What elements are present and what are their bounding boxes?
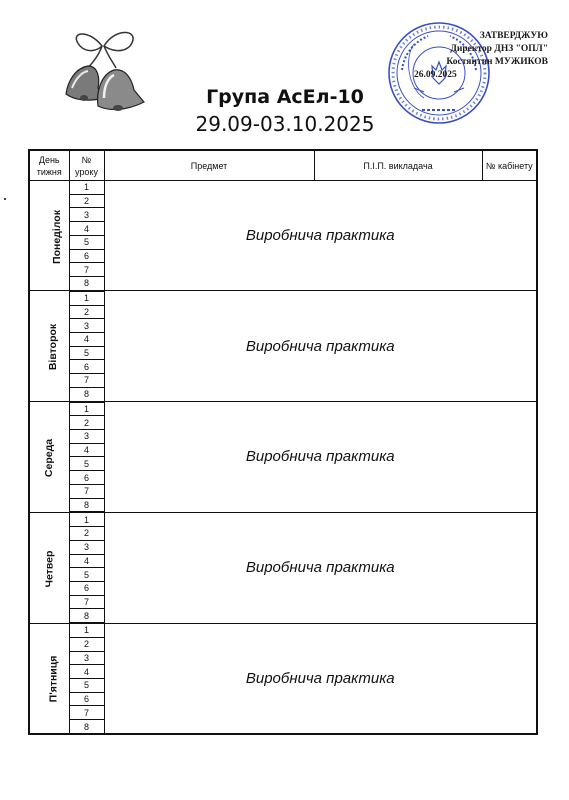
approval-signatory: Костянтин МУЖИКОВ [446, 57, 548, 67]
lesson-number: 4 [69, 554, 104, 568]
lesson-number: 3 [69, 319, 104, 333]
group-title: Група АсЕл-10 [206, 86, 364, 108]
lesson-number: 8 [69, 498, 104, 512]
col-header-lesson: № уроку [69, 150, 104, 181]
lesson-number: 6 [69, 581, 104, 595]
lesson-number: 5 [69, 679, 104, 693]
day-label: П'ятниця [47, 655, 60, 703]
lesson-number: 1 [69, 181, 104, 195]
day-cell [29, 512, 69, 623]
lesson-number: 4 [69, 222, 104, 236]
lesson-number: 3 [69, 651, 104, 665]
scan-speck [4, 198, 6, 200]
lesson-number: 8 [69, 277, 104, 291]
lesson-number: 5 [69, 457, 104, 471]
lesson-number: 6 [69, 471, 104, 485]
approval-date: 26.09.2025 [414, 70, 457, 80]
day-label: Вівторок [47, 323, 60, 371]
lesson-number: 3 [69, 540, 104, 554]
table-row [29, 402, 537, 416]
table-row [29, 623, 537, 637]
lesson-number: 7 [69, 263, 104, 277]
lesson-number: 4 [69, 665, 104, 679]
lesson-number: 5 [69, 346, 104, 360]
bells-icon [58, 24, 148, 116]
lesson-number: 1 [69, 402, 104, 416]
schedule-table [28, 149, 538, 735]
lesson-number: 7 [69, 595, 104, 609]
lesson-number: 5 [69, 235, 104, 249]
day-label: Понеділок [50, 209, 63, 264]
subject-cell: Виробнича практика [104, 181, 537, 291]
lesson-number: 2 [69, 194, 104, 208]
day-label: Середа [43, 438, 56, 478]
lesson-number: 6 [69, 692, 104, 706]
lesson-number: 7 [69, 484, 104, 498]
lesson-number: 4 [69, 443, 104, 457]
approval-position: Директор ДНЗ "ОПЛ" [450, 44, 548, 54]
col-header-subject: Предмет [104, 150, 314, 181]
lesson-number: 5 [69, 568, 104, 582]
day-cell [29, 291, 69, 402]
subject-cell: Виробнича практика [104, 291, 537, 402]
col-header-teacher: П.І.П. викладача [314, 150, 482, 181]
lesson-number: 2 [69, 416, 104, 430]
day-cell [29, 623, 69, 734]
lesson-number: 7 [69, 374, 104, 388]
day-cell [29, 181, 69, 291]
approval-block [400, 30, 548, 82]
subject-cell: Виробнича практика [104, 512, 537, 623]
table-header-row [29, 150, 537, 181]
table-row [29, 181, 537, 195]
subject-cell: Виробнича практика [104, 402, 537, 513]
lesson-number: 1 [69, 623, 104, 637]
table-row [29, 291, 537, 305]
schedule-body [29, 181, 537, 735]
lesson-number: 1 [69, 291, 104, 305]
col-header-day: День тижня [29, 150, 69, 181]
day-cell [29, 402, 69, 513]
schedule-period: 29.09-03.10.2025 [195, 112, 375, 136]
lesson-number: 6 [69, 249, 104, 263]
col-header-room: № кабінету [482, 150, 537, 181]
lesson-number: 8 [69, 387, 104, 401]
approval-heading: ЗАТВЕРДЖУЮ [479, 31, 548, 41]
lesson-number: 8 [69, 720, 104, 734]
lesson-number: 3 [69, 430, 104, 444]
day-label: Четвер [43, 550, 56, 588]
table-row [29, 512, 537, 526]
lesson-number: 8 [69, 609, 104, 623]
lesson-number: 2 [69, 637, 104, 651]
lesson-number: 2 [69, 305, 104, 319]
subject-cell: Виробнича практика [104, 623, 537, 734]
lesson-number: 6 [69, 360, 104, 374]
lesson-number: 4 [69, 332, 104, 346]
lesson-number: 2 [69, 527, 104, 541]
lesson-number: 7 [69, 706, 104, 720]
lesson-number: 3 [69, 208, 104, 222]
lesson-number: 1 [69, 512, 104, 526]
